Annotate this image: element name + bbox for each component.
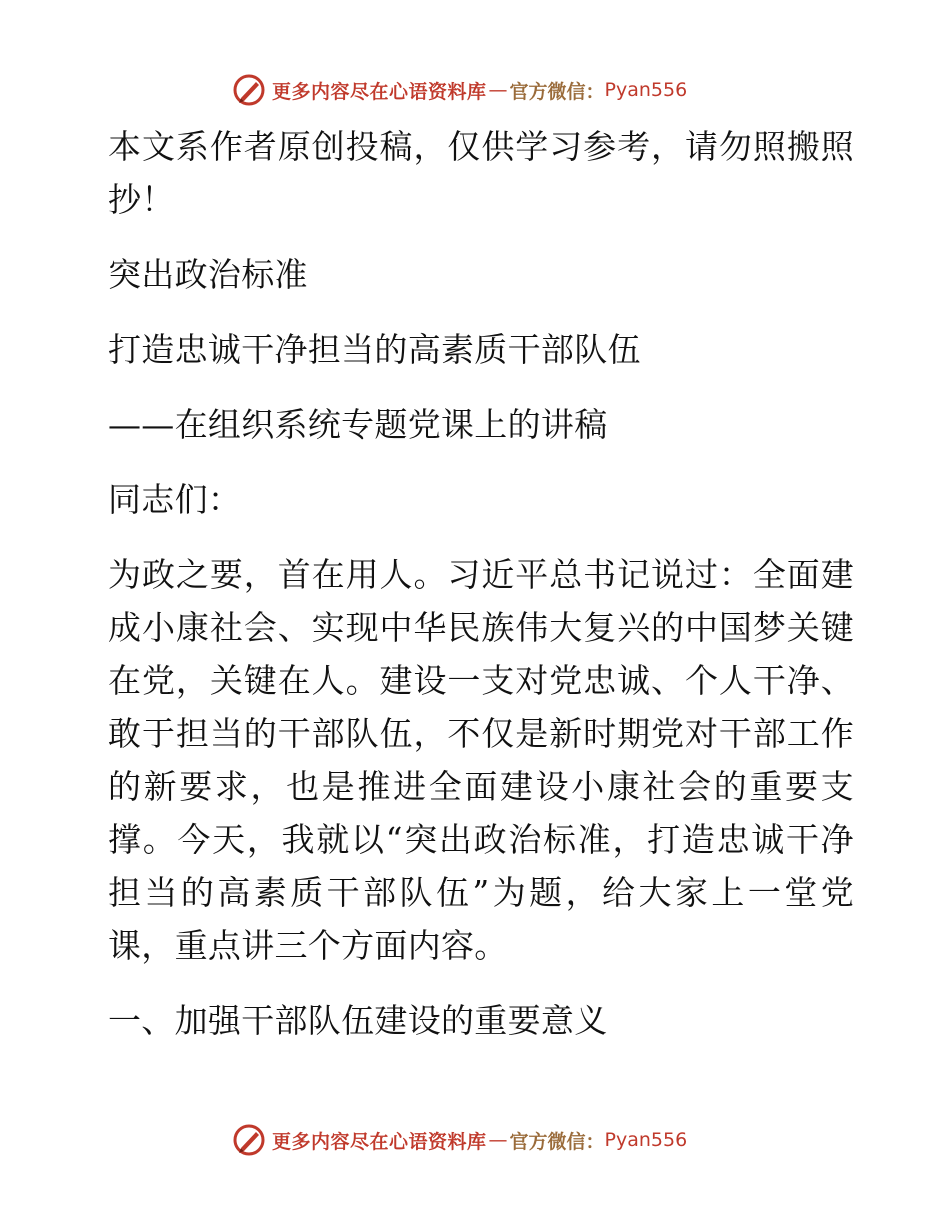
- document-body: [98, 120, 854, 1069]
- watermark-label: 官方微信：: [509, 1130, 605, 1153]
- copyright-notice: 本文系作者原创投稿，仅供学习参考，请勿照搬照抄！: [108, 127, 854, 219]
- pen-logo-icon: [232, 1123, 266, 1157]
- section-heading-1: 一、加强干部队伍建设的重要意义: [108, 1001, 608, 1040]
- watermark-label: 官方微信：: [509, 80, 605, 103]
- salutation: 同志们：: [108, 480, 242, 519]
- watermark-brand: 更多内容尽在心语资料库: [272, 1130, 487, 1153]
- header-watermark: [232, 70, 687, 110]
- watermark-handle: Pyan556: [604, 1129, 688, 1151]
- document-subtitle: ——在组织系统专题党课上的讲稿: [108, 405, 608, 444]
- watermark-brand: 更多内容尽在心语资料库: [272, 80, 487, 103]
- watermark-separator: —: [488, 79, 508, 101]
- document-title-line-1: 突出政治标准: [108, 255, 308, 294]
- watermark-handle: Pyan556: [604, 79, 688, 101]
- intro-paragraph: 为政之要，首在用人。习近平总书记说过：全面建成小康社会、实现中华民族伟大复兴的中国梦关键在党，关键在人。建设一支对党忠诚、个人干净、敢于担当的干部队伍，不仅是新时期党对干部工作的新要求，也是推进全面建设小康社会的重要支撑。今天，我就以“突出政治标准，打造忠诚干净担当的高素质干部队伍”为题，给大家上一堂党课，重点讲三个方面内容。: [108, 555, 854, 965]
- document-title-line-2: 打造忠诚干净担当的高素质干部队伍: [108, 330, 641, 369]
- footer-watermark: [232, 1120, 687, 1160]
- pen-logo-icon: [232, 73, 266, 107]
- watermark-separator: —: [488, 1129, 508, 1151]
